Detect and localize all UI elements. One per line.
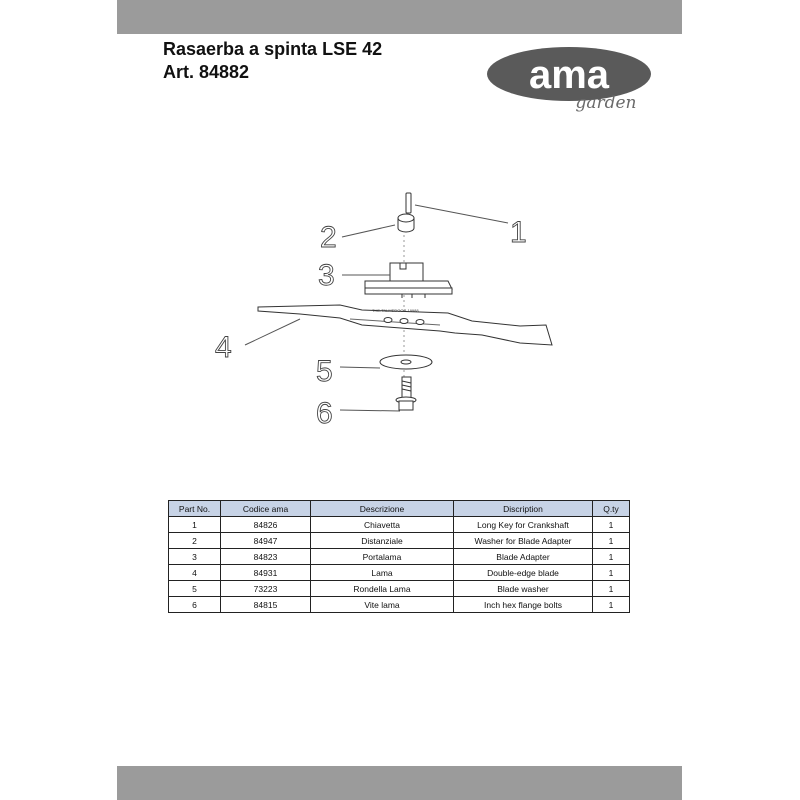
cell-code: 84931 [221,565,311,581]
table-row [169,565,630,581]
logo-script-text: garden [575,93,637,113]
blade-washer-part [380,355,432,369]
cell-qty: 1 [593,597,630,613]
table-row [169,581,630,597]
ama-garden-logo [486,46,656,116]
cell-descrizione: Lama [311,565,454,581]
top-band [117,0,682,34]
cell-part-no: 4 [169,565,221,581]
blade-marking-text: THE-TALMEDOOR 19988 [372,308,419,313]
cell-code: 84826 [221,517,311,533]
cell-description: Blade Adapter [454,549,593,565]
cell-part-no: 5 [169,581,221,597]
article-number: Art. 84882 [163,62,250,82]
spacer-part [398,214,414,232]
table-row [169,517,630,533]
cell-code: 84947 [221,533,311,549]
callout-5: 5 [316,355,333,388]
cell-descrizione: Vite lama [311,597,454,613]
cell-descrizione: Distanziale [311,533,454,549]
cell-part-no: 6 [169,597,221,613]
cell-code: 84823 [221,549,311,565]
cell-qty: 1 [593,565,630,581]
table-row [169,533,630,549]
col-codice-ama: Codice ama [221,501,311,517]
bottom-band [117,766,682,800]
cell-description: Double-edge blade [454,565,593,581]
table-row [169,549,630,565]
cell-descrizione: Chiavetta [311,517,454,533]
parts-table [168,500,630,613]
cell-qty: 1 [593,581,630,597]
cell-code: 84815 [221,597,311,613]
cell-qty: 1 [593,517,630,533]
callout-4: 4 [215,331,232,364]
exploded-parts-diagram [190,185,590,435]
table-row [169,597,630,613]
cell-description: Blade washer [454,581,593,597]
cell-descrizione: Rondella Lama [311,581,454,597]
cell-descrizione: Portalama [311,549,454,565]
col-part-no: Part No. [169,501,221,517]
cell-part-no: 2 [169,533,221,549]
col-descrizione: Descrizione [311,501,454,517]
callout-2: 2 [320,221,337,254]
blade-adapter-part [365,263,452,298]
cell-description: Inch hex flange bolts [454,597,593,613]
callout-6: 6 [316,397,333,430]
cell-part-no: 3 [169,549,221,565]
cell-qty: 1 [593,549,630,565]
cell-description: Long Key for Crankshaft [454,517,593,533]
col-discription: Discription [454,501,593,517]
flange-bolt-part [396,377,416,410]
cell-code: 73223 [221,581,311,597]
col-qty: Q.ty [593,501,630,517]
logo-text: ama [528,53,610,97]
double-edge-blade-part [258,305,552,345]
callout-1: 1 [510,216,527,249]
cell-qty: 1 [593,533,630,549]
callout-3: 3 [318,259,335,292]
long-key-part [406,193,411,213]
document-title: Rasaerba a spinta LSE 42 [163,39,383,59]
cell-description: Washer for Blade Adapter [454,533,593,549]
cell-part-no: 1 [169,517,221,533]
table-header-row [169,501,630,517]
